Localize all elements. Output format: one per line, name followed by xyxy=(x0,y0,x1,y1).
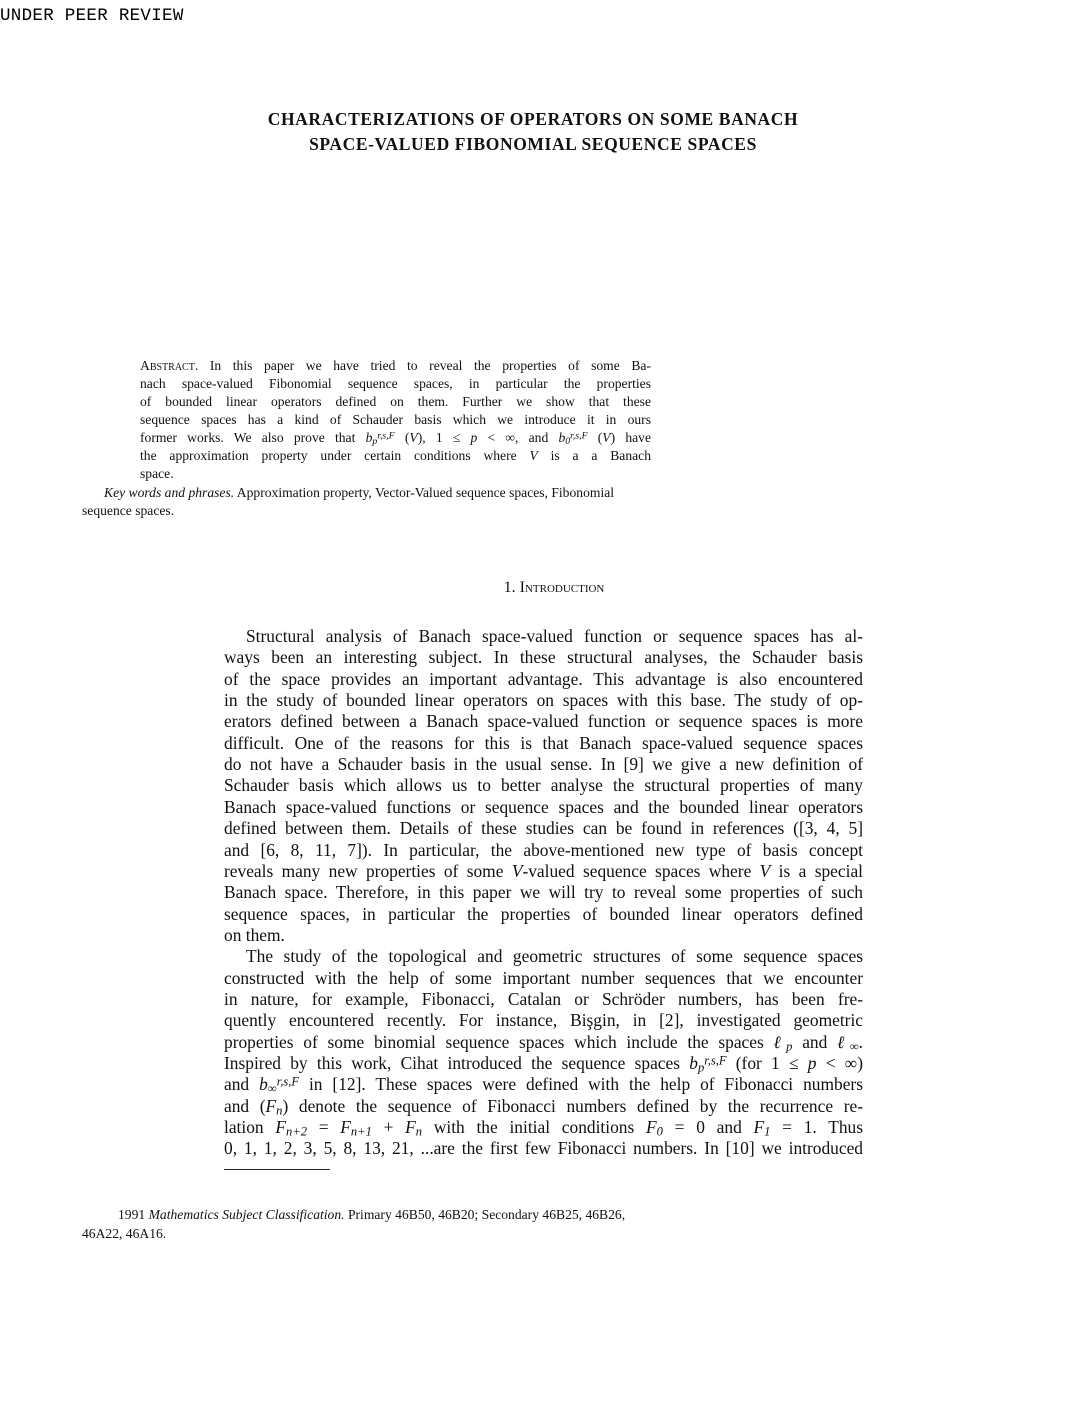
text-line xyxy=(140,430,651,447)
math-italic: p xyxy=(470,430,478,445)
text-run: with the initial conditions xyxy=(422,1117,647,1138)
text-run: Inspired by this work, Cihat introduced the sequence spaces xyxy=(224,1053,690,1073)
text-line xyxy=(224,861,863,881)
math-subscript: n xyxy=(276,1103,283,1118)
math-italic: V xyxy=(602,430,611,445)
math-italic: F xyxy=(753,1117,765,1138)
math-subscript: ∞ xyxy=(267,1081,277,1096)
text-run: ( xyxy=(587,430,603,445)
text-run: quently encountered recently. For instance, Bişgin, in [2], investigated geometric xyxy=(224,1010,863,1031)
keywords-label: Key words and phrases. xyxy=(104,485,235,500)
math-italic: V xyxy=(511,860,523,881)
math-subscript: n xyxy=(415,1124,423,1139)
small-caps-text: Abstract. xyxy=(140,358,199,373)
text-run: -valued sequence spaces where xyxy=(522,860,760,881)
text-line xyxy=(224,669,863,689)
text-line xyxy=(140,412,651,428)
math-italic: V xyxy=(759,860,771,881)
text-line xyxy=(224,925,863,945)
math-superscript: r,s,F xyxy=(570,430,588,442)
text-run: In this paper we have tried to reveal the properties of some Ba- xyxy=(198,358,651,373)
text-line xyxy=(140,466,651,482)
math-italic: p xyxy=(807,1053,817,1073)
text-line xyxy=(140,376,651,392)
text-run: in [12]. These spaces were defined with the help of Fibonacci numbers xyxy=(298,1074,863,1095)
text-run: . xyxy=(858,1031,864,1052)
footnote-year: 1991 xyxy=(118,1207,149,1222)
math-superscript: r,s,F xyxy=(377,430,395,442)
text-run: defined between them. Details of these studies can be found in references ([3, 4, 5] xyxy=(224,818,863,839)
text-line xyxy=(224,754,863,774)
math-italic: F xyxy=(275,1117,286,1138)
footnote-label: Mathematics Subject Classification. xyxy=(148,1207,345,1222)
text-line xyxy=(224,797,863,817)
text-run: is a a Banach xyxy=(537,448,651,463)
text-run: former works. We also prove that xyxy=(140,430,366,445)
text-run: do not have a Schauder basis in the usual sense. In [9] we give a new definition of xyxy=(224,754,863,775)
text-run: + xyxy=(371,1117,406,1138)
math-italic: F xyxy=(265,1095,277,1116)
math-subscript: ∞ xyxy=(849,1039,859,1054)
text-line xyxy=(224,1010,863,1030)
text-run: ), 1 ≤ xyxy=(417,430,471,445)
math-subscript: p xyxy=(697,1060,705,1075)
math-subscript: 0 xyxy=(565,435,571,447)
text-run: Banach space-valued functions or sequence spaces and the bounded linear operators xyxy=(224,796,863,817)
text-run: 0, 1, 1, 2, 3, 5, 8, 13, 21, ...are the first few Fibonacci numbers. In [10] we introduced xyxy=(224,1138,863,1159)
math-subscript: p xyxy=(786,1039,793,1054)
text-run: and xyxy=(224,1074,260,1095)
math-subscript: n+2 xyxy=(285,1124,307,1139)
math-italic: F xyxy=(340,1117,351,1138)
text-line xyxy=(246,946,863,966)
text-line xyxy=(224,1032,863,1053)
math-italic: b xyxy=(689,1053,698,1073)
footnote-line-1 xyxy=(118,1207,625,1223)
text-line xyxy=(140,448,651,464)
math-italic: b xyxy=(259,1074,268,1095)
paper-title-line-2: SPACE-VALUED FIBONOMIAL SEQUENCE SPACES xyxy=(309,134,757,154)
math-subscript: n+1 xyxy=(350,1124,372,1139)
text-run: and [6, 8, 11, 7]). In particular, the above-mentioned new type of basis concept xyxy=(224,839,863,860)
text-line xyxy=(224,647,863,667)
section-heading xyxy=(0,579,1088,597)
text-line xyxy=(224,1117,863,1138)
section-number: 1. xyxy=(503,579,516,596)
text-run: space. xyxy=(140,466,174,481)
math-superscript: r,s,F xyxy=(704,1053,727,1068)
text-line xyxy=(224,733,863,753)
text-run: of the space provides an important advantage. This advantage is also encountered xyxy=(224,668,863,689)
text-run: (for 1 ≤ xyxy=(726,1053,808,1073)
text-run: Schauder basis which allows us to better analyse the structural properties of many xyxy=(224,775,863,796)
keywords-line-2: sequence spaces. xyxy=(82,503,175,518)
text-run: in nature, for example, Fibonacci, Catalan or Schröder numbers, has been fre- xyxy=(224,988,863,1009)
text-line xyxy=(246,626,863,646)
text-line xyxy=(224,775,863,795)
math-italic: V xyxy=(409,430,418,445)
text-line xyxy=(224,690,863,710)
text-run: erators defined between a Banach space-valued function or sequence spaces is more xyxy=(224,711,863,732)
text-line xyxy=(224,1053,863,1074)
text-run: The study of the topological and geometric structures of some sequence spaces xyxy=(246,946,863,967)
math-subscript-superscript xyxy=(268,1074,299,1094)
text-run: difficult. One of the reasons for this is that Banach space-valued sequence spaces xyxy=(224,732,863,753)
text-run: sequence spaces has a kind of Schauder basis which we introduce it in ours xyxy=(140,412,651,427)
text-line xyxy=(224,989,863,1009)
math-italic: b xyxy=(365,430,373,445)
math-subscript: p xyxy=(372,435,378,447)
math-italic: F xyxy=(405,1117,416,1138)
text-run: ( xyxy=(394,430,410,445)
math-superscript: r,s,F xyxy=(276,1074,299,1089)
math-subscript-superscript xyxy=(698,1053,727,1073)
math-italic: V xyxy=(529,448,538,463)
text-line xyxy=(224,1138,863,1158)
text-run: ) have xyxy=(610,430,651,445)
text-run: is a special xyxy=(770,860,864,881)
text-line xyxy=(224,882,863,902)
math-subscript-superscript xyxy=(372,430,394,445)
math-italic: b xyxy=(558,430,566,445)
text-run: and xyxy=(792,1031,838,1052)
math-italic: F xyxy=(646,1117,657,1138)
text-run: nach space-valued Fibonomial sequence spaces, in particular the properties xyxy=(140,376,651,391)
text-run: of bounded linear operators defined on them. Further we show that these xyxy=(140,394,651,409)
section-title: Introduction xyxy=(519,579,605,596)
text-run: and ( xyxy=(224,1095,266,1116)
text-line xyxy=(224,711,863,731)
math-italic: ℓ xyxy=(837,1031,850,1052)
paper-title-line-1: CHARACTERIZATIONS OF OPERATORS ON SOME BANACH xyxy=(267,109,799,129)
text-run: ) denote the sequence of Fibonacci numbers defined by the recurrence re- xyxy=(282,1095,864,1116)
math-subscript: 0 xyxy=(656,1124,663,1139)
text-line xyxy=(140,358,651,374)
text-run: < ∞) xyxy=(816,1053,863,1073)
text-run: lation xyxy=(224,1117,276,1138)
text-line xyxy=(224,1074,863,1095)
text-run: properties of some binomial sequence spaces which include the spaces xyxy=(224,1031,774,1052)
text-line xyxy=(224,904,863,924)
text-line xyxy=(224,818,863,838)
text-run: ways been an interesting subject. In these structural analyses, the Schauder basis xyxy=(224,647,863,668)
text-line xyxy=(224,968,863,988)
text-line xyxy=(140,394,651,410)
text-run: Banach space. Therefore, in this paper we will try to reveal some properties of such xyxy=(224,882,863,903)
text-run: = 0 and xyxy=(662,1117,754,1138)
text-run: < ∞, and xyxy=(477,430,559,445)
keywords-text: Approximation property, Vector-Valued sequence spaces, Fibonomial xyxy=(234,485,615,500)
text-run: = xyxy=(306,1117,341,1138)
text-run: on them. xyxy=(224,924,285,945)
text-line xyxy=(224,1096,863,1117)
math-subscript: 1 xyxy=(764,1124,771,1139)
keywords-line-1 xyxy=(104,485,614,501)
text-run: Structural analysis of Banach space-valued function or sequence spaces has al- xyxy=(246,626,863,646)
text-run: reveals many new properties of some xyxy=(224,860,512,881)
text-run: = 1. Thus xyxy=(770,1117,863,1138)
math-subscript-superscript xyxy=(565,430,587,445)
text-run: the approximation property under certain conditions where xyxy=(140,448,530,463)
text-run: sequence spaces, in particular the properties of bounded linear operators defined xyxy=(224,903,863,924)
under-peer-review-watermark: UNDER PEER REVIEW xyxy=(0,6,184,26)
math-italic: ℓ xyxy=(773,1031,787,1052)
text-run: constructed with the help of some important number sequences that we encounter xyxy=(224,967,863,988)
footnote-line-2: 46A22, 46A16. xyxy=(82,1226,167,1241)
text-line xyxy=(224,840,863,860)
text-run: in the study of bounded linear operators on spaces with this base. The study of op- xyxy=(224,690,863,711)
footnote-rule xyxy=(224,1169,330,1170)
footnote-text: Primary 46B50, 46B20; Secondary 46B25, 46B26, xyxy=(344,1207,626,1222)
